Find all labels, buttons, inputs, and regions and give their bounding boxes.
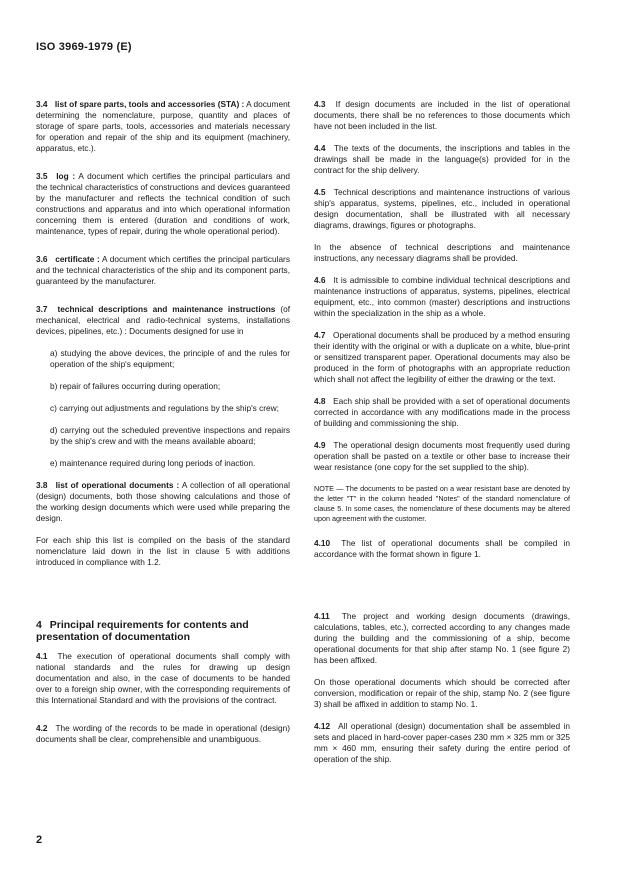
clause-title: list of spare parts, tools and accessories (STA) : (54, 99, 245, 109)
clause-text: Operational documents shall be produced by a method ensuring their identity with the original or with a duplicate on a white, blue-print or sensitized transparent paper. Operational documents may also be produced in the form of photographs with an appropriate reduction which shall not affect the legibility of either the drawing or the text. (314, 330, 570, 384)
clause-number: 4.9 (314, 440, 326, 450)
clause-3-4 (36, 99, 290, 154)
clause-text: The operational design documents most frequently used during operation shall be pasted on a textile or other base to increase their wear resistance (one copy for the set supplied to the ship). (314, 440, 571, 472)
clause-text: (of mechanical, electrical and radio-technical systems, installations devices, pipelines, etc.) : Documents designed for use in (36, 304, 290, 336)
section-number: 4 (36, 619, 42, 631)
clause-number: 4.8 (314, 396, 326, 406)
note: NOTE — The documents to be pasted on a wear resistant base are denoted by the letter "T" in the column headed "Notes" of the standard nomenclature of clause 5. In some cases, the nomenclature of these documents may be altered upon agreement with the customer. (314, 484, 570, 523)
clause-number: 4.7 (314, 330, 326, 340)
clause-text: A collection of all operational (design) documents, both those showing calculations and those of the working design documents which were used while preparing the design. (36, 480, 290, 523)
clause-text: A document determining the nomenclature, purpose, quantity and places of storage of spare parts, tools, accessories and materials necessary for operation and repair of the ship and its equipment (machinery, apparatus, etc.). (36, 99, 290, 153)
clause-text: It is admissible to combine individual technical descriptions and maintenance instructions of apparatus, systems, pipelines, electrical equipment, etc., into common (master) descriptions and instructions within the specialization in the ship as a whole. (314, 275, 570, 318)
list-item: c) carrying out adjustments and regulations by the ship's crew; (50, 403, 279, 413)
clause-text: Each ship shall be provided with a set of operational documents corrected in accordance with any modifications made in the process of building and commissioning the ship. (314, 396, 570, 428)
clause-number: 4.5 (314, 187, 326, 197)
clause-number: 3.8 (36, 480, 48, 490)
clause-3-6 (36, 254, 290, 287)
clause-3-7 (36, 304, 290, 337)
clause-4-2 (36, 723, 290, 745)
clause-text: A document which certifies the principal particulars and the technical characteristics of constructions and devices guaranteed by the manufacturer and reflects the technical condition of such constructions and apparatus and into which operational information concerning them is entered (duration and conditions of work, maintenance, types of repair, during the whole operational period). (36, 171, 290, 236)
clause-title: log : (56, 171, 76, 181)
standard-header: ISO 3969-1979 (E) (36, 41, 132, 53)
clause-number: 4.12 (314, 721, 331, 731)
clause-4-11-paragraph: On those operational documents which should be corrected after conversion, modification or repair of the ship, stamp No. 2 (see figure 3) shall be affixed in addition to stamp No. 1. (314, 677, 570, 709)
clause-number: 4.10 (314, 538, 331, 548)
clause-title: list of operational documents : (55, 480, 180, 490)
clause-number: 4.1 (36, 651, 48, 661)
section-4-heading (36, 619, 290, 643)
clause-number: 4.3 (314, 99, 326, 109)
clause-4-3 (314, 99, 570, 132)
clause-4-7 (314, 330, 570, 385)
clause-number: 3.7 (36, 304, 48, 314)
clause-text: The texts of the documents, the inscriptions and tables in the drawings shall be made in the language(s) provided for in the contract for the ship delivery. (314, 143, 570, 175)
page-number: 2 (36, 834, 43, 846)
clause-4-8 (314, 396, 570, 429)
clause-4-1 (36, 651, 290, 706)
clause-4-5-paragraph: In the absence of technical descriptions and maintenance instructions, any necessary diagrams shall be provided. (314, 242, 570, 263)
right-column (314, 99, 570, 776)
clause-text: The wording of the records to be made in operational (design) documents shall be clear, comprehensible and unambiguous. (36, 723, 290, 744)
clause-text: A document which certifies the principal particulars and the technical characteristics of the ship and its component parts, guaranteed by the manufacturer. (36, 254, 290, 286)
list-item: e) maintenance required during long periods of inaction. (50, 458, 256, 468)
clause-number: 4.2 (36, 723, 48, 733)
clause-text: The list of operational documents shall be compiled in accordance with the format shown in figure 1. (314, 538, 570, 559)
clause-number: 4.4 (314, 143, 326, 153)
list-item: a) studying the above devices, the principle of and the rules for operation of the ship's equipment; (50, 348, 290, 369)
clause-title: technical descriptions and maintenance instructions (57, 304, 276, 314)
clause-text: The project and working design documents (drawings, calculations, tables, etc.), corrected according to any changes made during the building and the commissioning of a ship, become operational documents for that ship after stamp No. 1 (see figure 2) has been affixed. (314, 611, 571, 665)
clause-3-8 (36, 480, 290, 524)
clause-number: 4.11 (314, 611, 330, 621)
clause-4-10 (314, 538, 570, 560)
clause-text: The execution of operational documents shall comply with national standards and the rules for drawing up design documentation and also, in the case of documents to be handed over to a foreign ship owner, with the corresponding requirements of this International Standard and with the provisions of the contract. (36, 651, 291, 705)
section-title: Principal requirements for contents and presentation of documentation (36, 619, 249, 643)
clause-4-6 (314, 275, 570, 319)
clause-4-4 (314, 143, 570, 176)
clause-text: Technical descriptions and maintenance instructions of various ship's apparatus, systems, pipelines, etc., included in operational design documentation, shall be illustrated with all necessary diagrams, drawings, figures or photographs. (314, 187, 571, 230)
clause-number: 4.6 (314, 275, 326, 285)
clause-number: 3.4 (36, 99, 48, 109)
clause-text: If design documents are included in the list of operational documents, there shall be no references to those documents which have not been included in the list. (314, 99, 570, 131)
clause-4-12 (314, 721, 570, 765)
clause-3-8-paragraph: For each ship this list is compiled on the basis of the standard nomenclature laid down in the list in clause 5 with additions introduced in compliance with 1.2. (36, 535, 290, 567)
clause-text: All operational (design) documentation shall be assembled in sets and placed in hard-cover paper-cases 230 mm × 325 mm or 325 mm × 460 mm, ensuring their safety during the entire period of operation of the ship. (314, 721, 570, 764)
clause-title: certificate : (55, 254, 100, 264)
clause-4-5 (314, 187, 570, 231)
clause-number: 3.5 (36, 171, 48, 181)
left-column (36, 99, 290, 756)
clause-4-11 (314, 611, 570, 666)
list-item: d) carrying out the scheduled preventive inspections and repairs by the ship's crew and with the means available aboard; (50, 425, 290, 446)
list-item: b) repair of failures occurring during operation; (50, 381, 221, 391)
clause-number: 3.6 (36, 254, 48, 264)
clause-3-5 (36, 171, 290, 237)
clause-4-9 (314, 440, 570, 473)
